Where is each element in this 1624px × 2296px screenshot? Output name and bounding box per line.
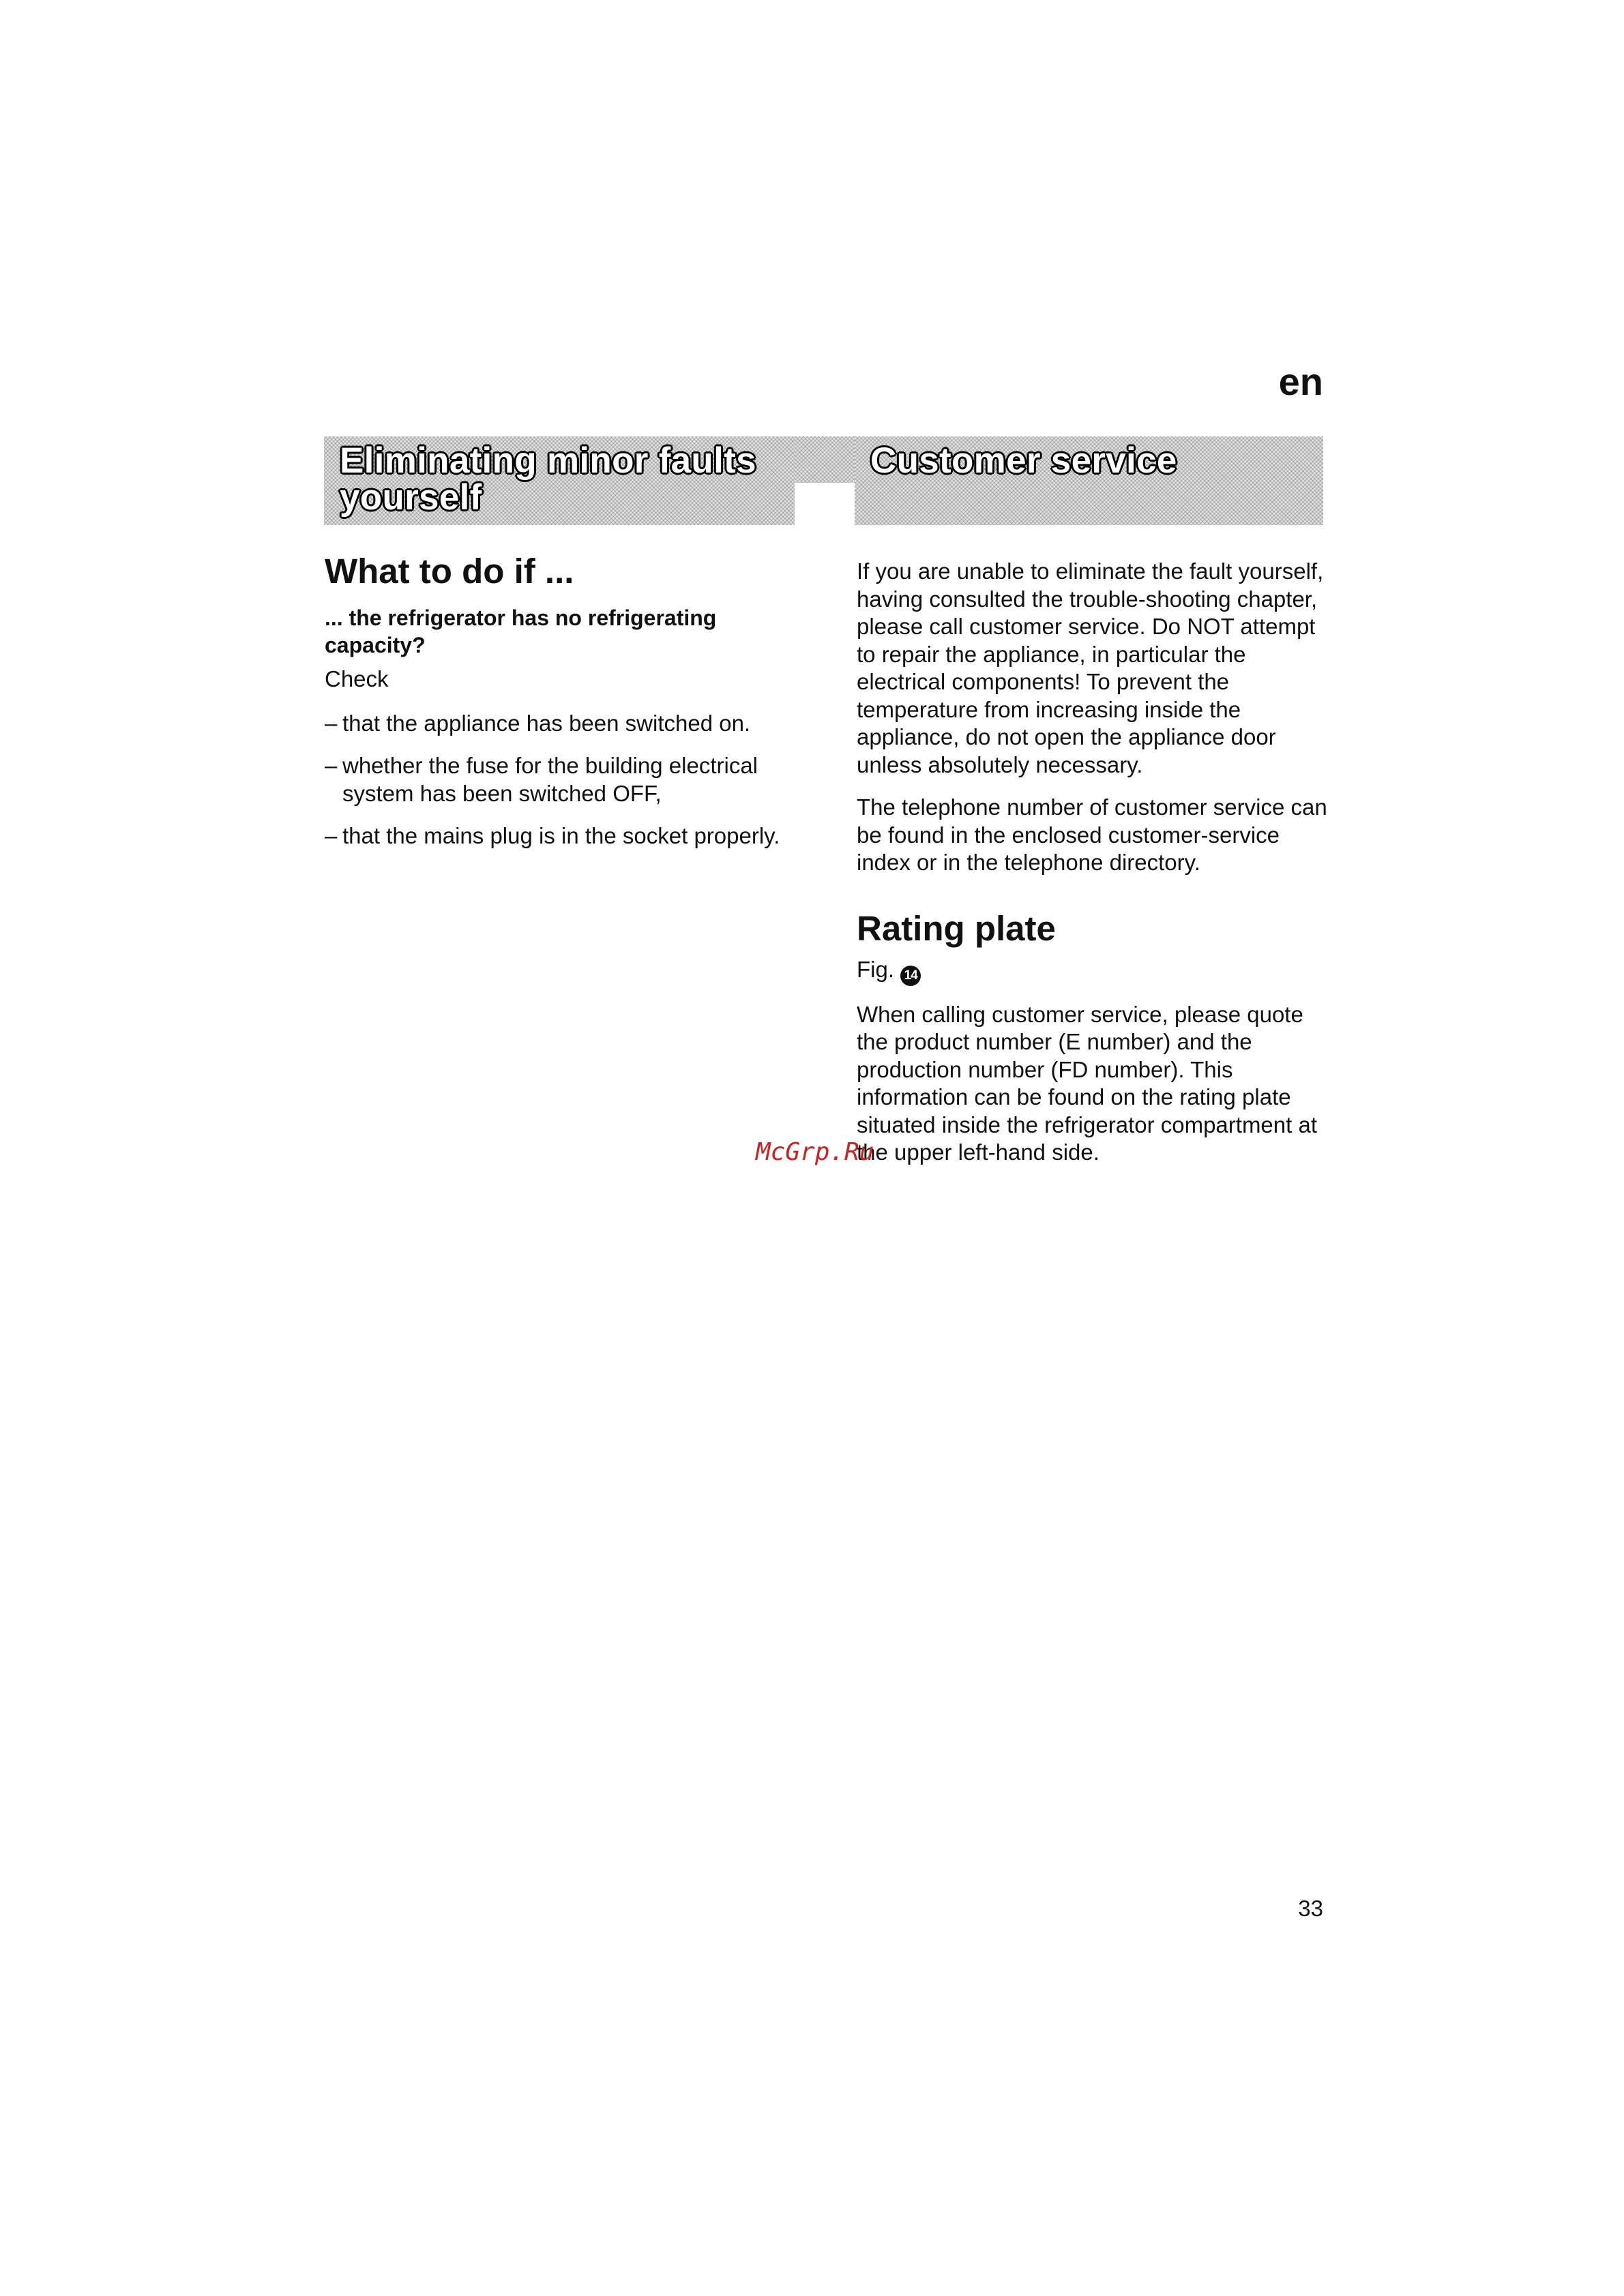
list-item: – whether the fuse for the building electrical system has been switched OFF,	[325, 752, 788, 807]
page-number: 33	[1298, 1896, 1323, 1921]
figure-label: Fig.	[857, 956, 895, 982]
what-to-do-heading: What to do if ...	[325, 552, 574, 591]
list-dash: –	[325, 710, 338, 736]
list-item: – that the appliance has been switched on.	[325, 710, 788, 738]
right-section-heading: Customer service	[870, 441, 1177, 481]
checklist	[325, 710, 788, 850]
rating-plate-paragraph: When calling customer service, please quote the product number (E number) and the production number (FD number). This information can be found on the rating plate situated inside the refrigerator compartment at the upper left-hand side.	[857, 1001, 1318, 1165]
list-dash: –	[325, 753, 338, 779]
customer-service-phone-paragraph: The telephone number of customer service can be found in the enclosed customer-service index or in the telephone directory.	[857, 794, 1327, 875]
figure-reference	[857, 956, 1327, 986]
figure-number-badge: 14	[900, 966, 921, 986]
rating-plate-heading: Rating plate	[857, 908, 1056, 948]
watermark-text: McGrp.Ru	[756, 1138, 874, 1166]
list-item: – that the mains plug is in the socket properly.	[325, 822, 788, 850]
right-column	[857, 558, 1327, 1167]
left-section-heading: Eliminating minor faults yourself	[340, 441, 756, 518]
language-code: en	[1278, 360, 1323, 403]
check-intro: Check	[325, 666, 389, 692]
list-dash: –	[325, 823, 338, 849]
left-heading-band-tab	[795, 436, 855, 483]
left-column	[325, 552, 788, 850]
fault-subheading: ... the refrigerator has no refrigerating capacity?	[325, 606, 717, 658]
customer-service-paragraph: If you are unable to eliminate the fault yourself, having consulted the trouble-shooting chapter, please call customer service. Do NOT attempt to repair the appliance, in particular the electrical components! To prevent the temperature from increasing inside the appliance, do not open the appliance door unless absolutely necessary.	[857, 558, 1324, 777]
